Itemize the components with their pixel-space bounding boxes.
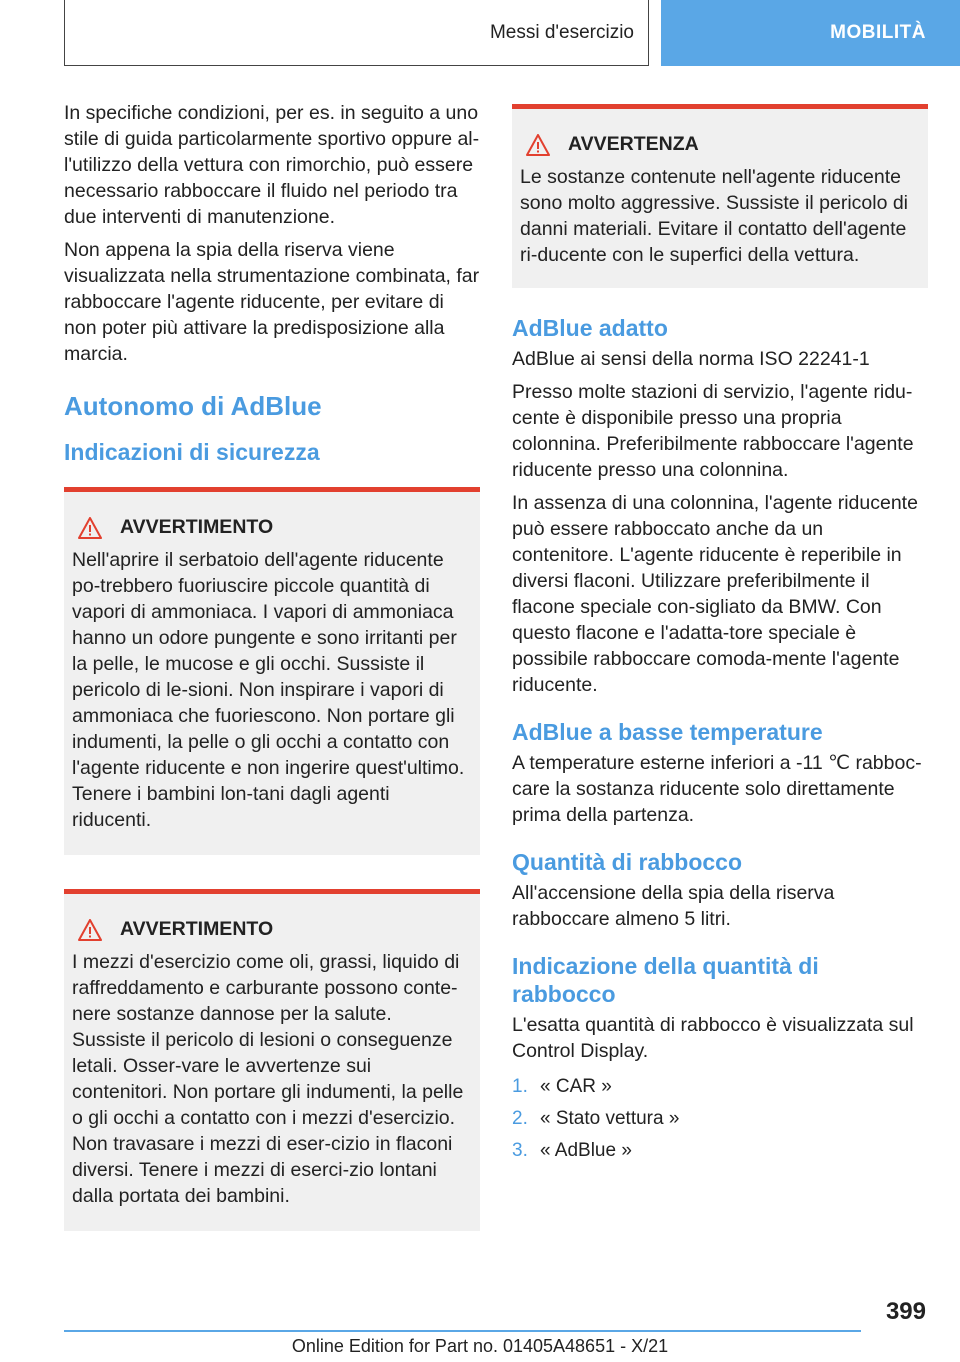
section-paragraph: A temperature esterne inferiori a -11 ℃ rabboc-care la sostanza riducente solo direttamente prima della partenza. xyxy=(512,752,922,826)
step-number: 1. xyxy=(512,1076,528,1097)
section-heading-adblue-suitable: AdBlue adatto xyxy=(512,315,668,341)
section-paragraph: In assenza di una colonnina, l'agente riducente può essere rabboccato anche da un contenitore. L'agente riducente è reperibile in diversi flaconi. Utilizzare preferibilmente il flacone speciale con-sigliato da BMW. Con questo flacone e l'adatta-tore speciale è possibile rabboccare comoda-mente l'agente riducente. xyxy=(512,492,918,696)
footer-edition-link[interactable]: Online Edition for Part no. 01405A48651 - X/21 xyxy=(291,1336,669,1356)
list-item xyxy=(512,1071,928,1103)
caution-title-row xyxy=(520,133,918,156)
list-item xyxy=(512,1135,928,1167)
warning-box-ammonia xyxy=(64,487,480,855)
section-heading-low-temp: AdBlue a basse temperature xyxy=(512,719,823,745)
warning-triangle-icon xyxy=(78,919,102,941)
step-text: « Stato vettura » xyxy=(540,1108,680,1129)
list-item xyxy=(512,1103,928,1135)
section-paragraph: AdBlue ai sensi della norma ISO 22241-1 xyxy=(512,348,870,370)
header-chapter-label: MOBILITÀ xyxy=(830,22,926,43)
step-text: « AdBlue » xyxy=(540,1140,632,1161)
right-column xyxy=(512,104,928,1167)
warning-text: Nell'aprire il serbatoio dell'agente riducente po-trebbero fuoriuscire piccole quantità di vapori di ammoniaca. I vapori di ammoniaca hanno un odore pungente e sono irritanti per la pelle, le mucose e gli occhi. Sussiste il pericolo di le-sioni. Non inspirare i vapori di ammoniaca che fuoriescono. Non portare gli indumenti, la pelle o gli occhi a contatto con l'agente riducente e non ingerire quest'ultimo. Tenere i bambini lon-tani dagli agenti riducenti. xyxy=(72,549,465,831)
intro-paragraph-1: In specifiche condizioni, per es. in seguito a uno stile di guida particolarmente sportivo oppure al-l'utilizzo della vettura con rimorchio, può essere necessario rabboccare il fluido nel periodo tra due interventi di manutenzione. xyxy=(64,102,480,228)
page-heading: Autonomo di AdBlue xyxy=(64,391,322,421)
header-section-label: Messi d'esercizio xyxy=(489,21,634,43)
step-number: 2. xyxy=(512,1108,528,1129)
warning-title-row xyxy=(72,918,470,941)
caution-title: AVVERTENZA xyxy=(568,133,699,155)
left-column xyxy=(64,100,480,1231)
warning-box-fluids xyxy=(64,889,480,1231)
footer-divider xyxy=(64,1330,861,1332)
warning-triangle-icon xyxy=(78,517,102,539)
warning-title: AVVERTIMENTO xyxy=(120,516,274,538)
caution-box xyxy=(512,104,928,288)
section-paragraph: L'esatta quantità di rabbocco è visualizzata sul Control Display. xyxy=(512,1014,914,1062)
warning-title: AVVERTIMENTO xyxy=(120,918,274,940)
section-heading-quantity-display: Indicazione della quantità di rabbocco xyxy=(512,953,819,1007)
intro-paragraph-2: Non appena la spia della riserva viene visualizzata nella strumentazione combinata, far rabboccare l'agente riducente, per evitare di non poter più attivare la predisposizione alla marcia. xyxy=(64,239,480,365)
safety-subheading: Indicazioni di sicurezza xyxy=(64,439,320,465)
menu-steps-list xyxy=(512,1071,928,1167)
header-section-tab[interactable] xyxy=(64,0,649,66)
step-text: « CAR » xyxy=(540,1076,612,1097)
warning-triangle-icon xyxy=(526,134,550,156)
section-paragraph: All'accensione della spia della riserva rabboccare almeno 5 litri. xyxy=(512,882,835,930)
step-number: 3. xyxy=(512,1140,528,1161)
warning-title-row xyxy=(72,516,470,539)
header-chapter-tab[interactable] xyxy=(661,0,960,66)
section-heading-refill-quantity: Quantità di rabbocco xyxy=(512,849,743,875)
page-number: 399 xyxy=(885,1298,926,1325)
caution-text: Le sostanze contenute nell'agente riducente sono molto aggressive. Sussiste il pericolo di danni materiali. Evitare il contatto dell'agente ri-ducente con le superfici della vettura. xyxy=(520,166,909,266)
warning-text: I mezzi d'esercizio come oli, grassi, liquido di raffreddamento e carburante possono conte-nere sostanze dannose per la salute. Sussiste il pericolo di lesioni o conseguenze letali. Osser-vare le avvertenze sui contenitori. Non portare gli indumenti, la pelle o gli occhi a contatto con i mezzi d'esercizio. Non travasare i mezzi di eser-cizio in flaconi diversi. Tenere i mezzi di eserci-zio lontani dalla portata dei bambini. xyxy=(72,951,464,1207)
section-paragraph: Presso molte stazioni di servizio, l'agente ridu-cente è disponibile presso una propria colonnina. Preferibilmente rabboccare l'agente riducente presso una colonnina. xyxy=(512,381,914,481)
